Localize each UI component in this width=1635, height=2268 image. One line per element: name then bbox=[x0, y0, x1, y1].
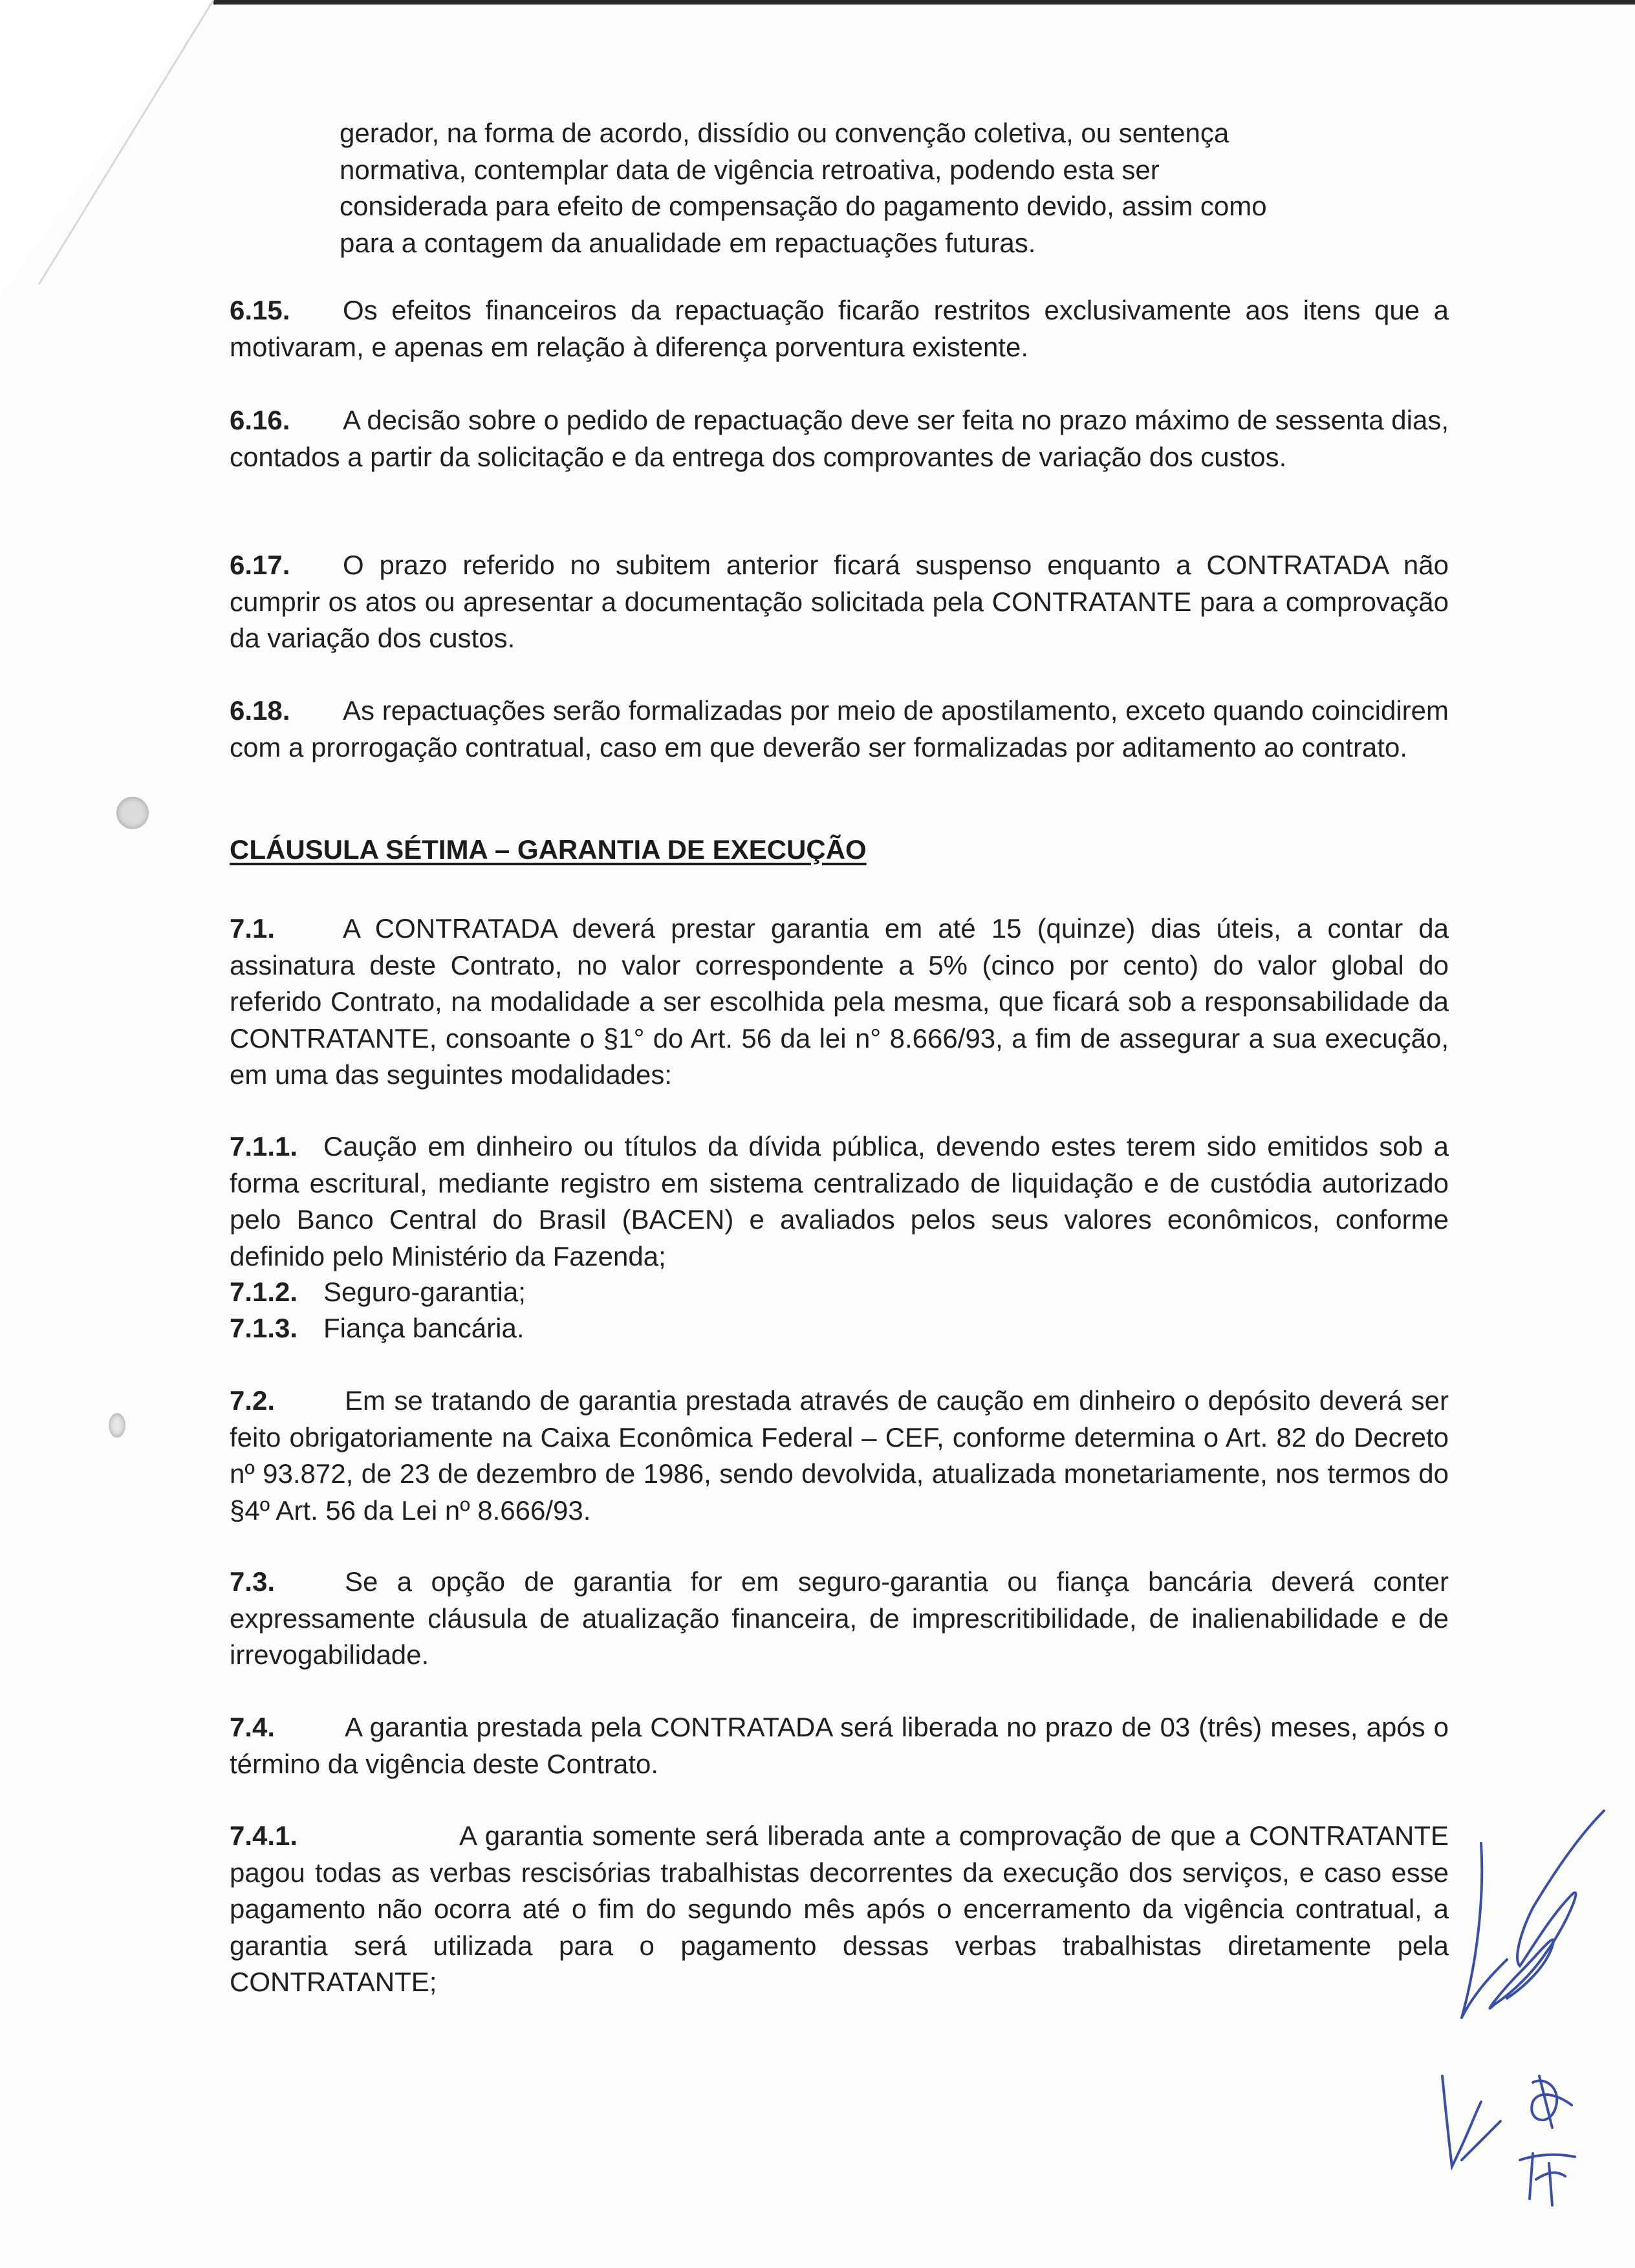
text-line: gerador, na forma de acordo, dissídio ou convenção coletiva, ou sentença bbox=[340, 118, 1229, 148]
clause-number: 6.16. bbox=[230, 405, 290, 435]
folded-corner-shadow bbox=[0, 0, 220, 310]
clause-6-15 bbox=[230, 292, 1449, 365]
clause-7-3 bbox=[230, 1564, 1449, 1674]
clause-text: A garantia prestada pela CONTRATADA será liberada no prazo de 03 (três) meses, após o término da vigência deste Contrato. bbox=[230, 1712, 1449, 1779]
clause-text: A decisão sobre o pedido de repactuação deve ser feita no prazo máximo de sessenta dias, contados a partir da solicitação e da entrega dos comprovantes de variação dos custos. bbox=[230, 405, 1449, 472]
clause-text: Caução em dinheiro ou títulos da dívida pública, devendo estes terem sido emitidos sob a forma escritural, mediante registro em sistema centralizado de liquidação e de custódia autorizado pelo Banco Central do Brasil (BACEN) e avaliados pelos seus valores econômicos, conforme definido pelo Ministério da Fazenda; bbox=[230, 1131, 1449, 1271]
clause-text: A CONTRATADA deverá prestar garantia em até 15 (quinze) dias úteis, a contar da assinatura deste Contrato, no valor correspondente a 5% (cinco por cento) do valor global do referido Contrato, na modalidade a ser escolhida pela mesma, que ficará sob a responsabilidade da CONTRATANTE, consoante o §1° do Art. 56 da lei n° 8.666/93, a fim de assegurar a sua execução, em uma das seguintes modalidades: bbox=[230, 913, 1449, 1090]
clause-7-1-3 bbox=[230, 1310, 1449, 1347]
clause-number: 7.2. bbox=[230, 1385, 276, 1416]
clause-7-1-1 bbox=[230, 1129, 1449, 1275]
clause-text: O prazo referido no subitem anterior ficará suspenso enquanto a CONTRATADA não cumprir os atos ou apresentar a documentação solicitada pela CONTRATANTE para a comprovação da variação dos custos. bbox=[230, 550, 1449, 653]
clause-7-4 bbox=[230, 1709, 1449, 1782]
clause-text: Se a opção de garantia for em seguro-garantia ou fiança bancária deverá conter expressamente cláusula de atualização financeira, de imprescritibilidade, de inalienabilidade e de irrevogabilidade. bbox=[230, 1566, 1449, 1670]
clause-text: Os efeitos financeiros da repactuação ficarão restritos exclusivamente aos itens que a motivaram, e apenas em relação à diferença porventura existente. bbox=[230, 295, 1449, 362]
clause-number: 7.1.1. bbox=[230, 1131, 298, 1161]
clause-text: Em se tratando de garantia prestada através de caução em dinheiro o depósito deverá ser feito obrigatoriamente na Caixa Econômica Federal – CEF, conforme determina o Art. 82 do Decreto nº 93.872, de 23 de dezembro de 1986, sendo devolvida, atualizada monetariamente, nos termos do §4º Art. 56 da Lei nº 8.666/93. bbox=[230, 1385, 1449, 1526]
text-line: normativa, contemplar data de vigência retroativa, podendo esta ser bbox=[340, 154, 1160, 185]
clause-6-16 bbox=[230, 402, 1449, 475]
clause-7-1 bbox=[230, 911, 1449, 1094]
clause-text: Seguro-garantia; bbox=[323, 1277, 526, 1307]
clause-7-1-2 bbox=[230, 1274, 1449, 1311]
clause-text: Fiança bancária. bbox=[323, 1313, 525, 1343]
scan-top-edge bbox=[213, 0, 1635, 5]
punch-hole-top bbox=[116, 797, 149, 829]
clause-number: 7.3. bbox=[230, 1566, 276, 1597]
text-line: para a contagem da anualidade em repactuações futuras. bbox=[340, 227, 1036, 258]
clause-text: As repactuações serão formalizadas por meio de apostilamento, exceto quando coincidirem com a prorrogação contratual, caso em que deverão ser formalizadas por aditamento ao contrato. bbox=[230, 695, 1449, 762]
clause-number: 6.15. bbox=[230, 295, 290, 325]
punch-hole-bottom bbox=[109, 1413, 125, 1438]
clause-6-17 bbox=[230, 547, 1449, 657]
text-line: considerada para efeito de compensação do pagamento devido, assim como bbox=[340, 191, 1267, 221]
clause-number: 7.1.3. bbox=[230, 1313, 298, 1343]
clause-number: 7.1.2. bbox=[230, 1277, 298, 1307]
clause-text: A garantia somente será liberada ante a comprovação de que a CONTRATANTE pagou todas as verbas rescisórias trabalhistas decorrentes da execução dos serviços, e caso esse pagamento não ocorra até o fim do segundo mês após o encerramento da vigência contratual, a garantia será utilizada para o pagamento dessas verbas trabalhistas diretamente pela CONTRATANTE; bbox=[230, 1820, 1449, 1997]
clause-number: 6.18. bbox=[230, 695, 290, 726]
section-heading: CLÁUSULA SÉTIMA – GARANTIA DE EXECUÇÃO bbox=[230, 834, 867, 865]
clause-7-2 bbox=[230, 1383, 1449, 1529]
clause-number: 6.17. bbox=[230, 550, 290, 580]
paragraph-continuation bbox=[340, 115, 1449, 261]
clause-7-4-1 bbox=[230, 1818, 1449, 2001]
initials-signature bbox=[1423, 2057, 1591, 2212]
handwritten-signature bbox=[1423, 1798, 1617, 2044]
clause-number: 7.4. bbox=[230, 1712, 276, 1742]
clause-6-18 bbox=[230, 693, 1449, 766]
clause-number: 7.4.1. bbox=[230, 1820, 298, 1851]
clause-number: 7.1. bbox=[230, 913, 276, 944]
